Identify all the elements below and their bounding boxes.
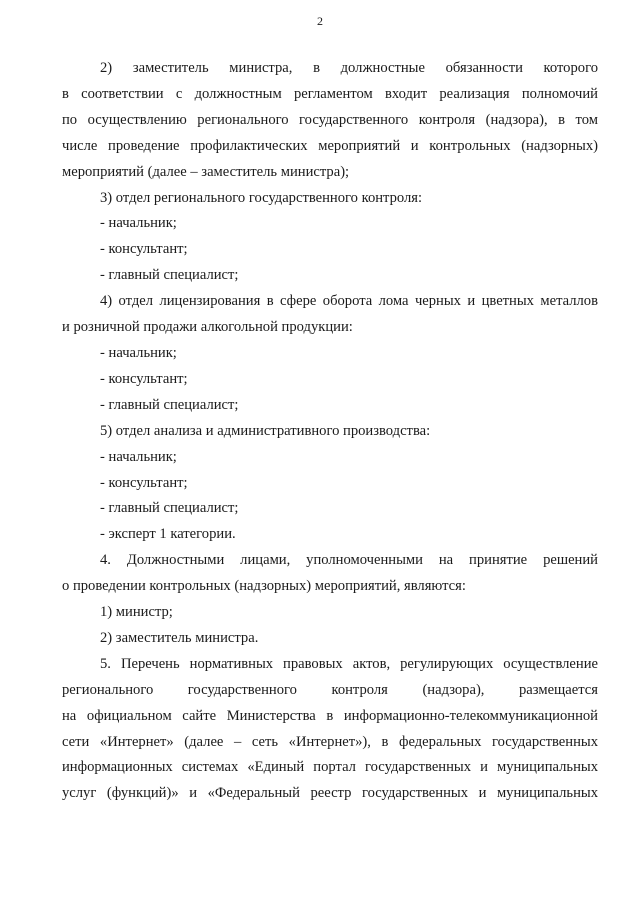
paragraph — [62, 289, 598, 341]
paragraph — [62, 237, 598, 263]
paragraph — [62, 471, 598, 497]
text-line: - начальник; — [100, 448, 177, 465]
paragraph — [62, 496, 598, 522]
paragraph — [62, 600, 598, 626]
text-line: 2) заместитель министра, в должностные обязанности которого — [100, 60, 598, 76]
paragraph — [62, 56, 598, 186]
paragraph — [62, 367, 598, 393]
text-line: 2) заместитель министра. — [100, 629, 259, 646]
text-line: информационных системах «Единый портал государственных и муниципальных — [62, 759, 598, 776]
paragraph — [62, 548, 598, 600]
text-line: - консультант; — [100, 241, 188, 258]
text-line: о проведении контрольных (надзорных) мероприятий, являются: — [62, 578, 466, 595]
text-line: мероприятий (далее – заместитель министра); — [62, 163, 350, 180]
text-line: сети «Интернет» (далее – сеть «Интернет»), в федеральных государственных — [62, 733, 598, 750]
text-line: 4. Должностными лицами, уполномоченными на принятие решений — [100, 552, 598, 569]
paragraph — [62, 211, 598, 237]
paragraph — [62, 626, 598, 652]
text-line: - главный специалист; — [100, 500, 239, 517]
paragraph — [62, 652, 598, 807]
text-line: 4) отдел лицензирования в сфере оборота лома черных и цветных металлов — [100, 293, 598, 310]
text-line: 5. Перечень нормативных правовых актов, регулирующих осуществление — [100, 655, 598, 672]
text-line: регионального государственного контроля (надзора), размещается — [62, 681, 598, 698]
text-line: - консультант; — [100, 474, 188, 491]
text-line: - эксперт 1 категории. — [100, 526, 236, 543]
text-line: - главный специалист; — [100, 396, 239, 413]
paragraph — [62, 419, 598, 445]
text-line: по осуществлению регионального государственного контроля (надзора), в том — [62, 111, 598, 128]
paragraph — [62, 341, 598, 367]
text-line: - консультант; — [100, 370, 188, 387]
text-line: - главный специалист; — [100, 267, 239, 284]
text-line: в соответствии с должностным регламентом входит реализация полномочий — [62, 85, 598, 102]
text-line: 1) министр; — [100, 604, 173, 621]
text-line: числе проведение профилактических мероприятий и контрольных (надзорных) — [62, 137, 598, 154]
paragraph — [62, 393, 598, 419]
paragraph — [62, 186, 598, 212]
paragraph — [62, 522, 598, 548]
text-line: и розничной продажи алкогольной продукции: — [62, 319, 353, 336]
paragraph — [62, 445, 598, 471]
text-line: на официальном сайте Министерства в информационно-телекоммуникационной — [62, 707, 598, 724]
text-line: 5) отдел анализа и административного производства: — [100, 422, 431, 439]
paragraph — [62, 263, 598, 289]
text-line: услуг (функций)» и «Федеральный реестр государственных и муниципальных — [62, 785, 598, 802]
text-line: - начальник; — [100, 215, 177, 232]
text-line: 3) отдел регионального государственного контроля: — [100, 189, 423, 206]
document-body — [62, 56, 598, 807]
text-line: - начальник; — [100, 344, 177, 361]
page-number: 2 — [317, 14, 323, 28]
